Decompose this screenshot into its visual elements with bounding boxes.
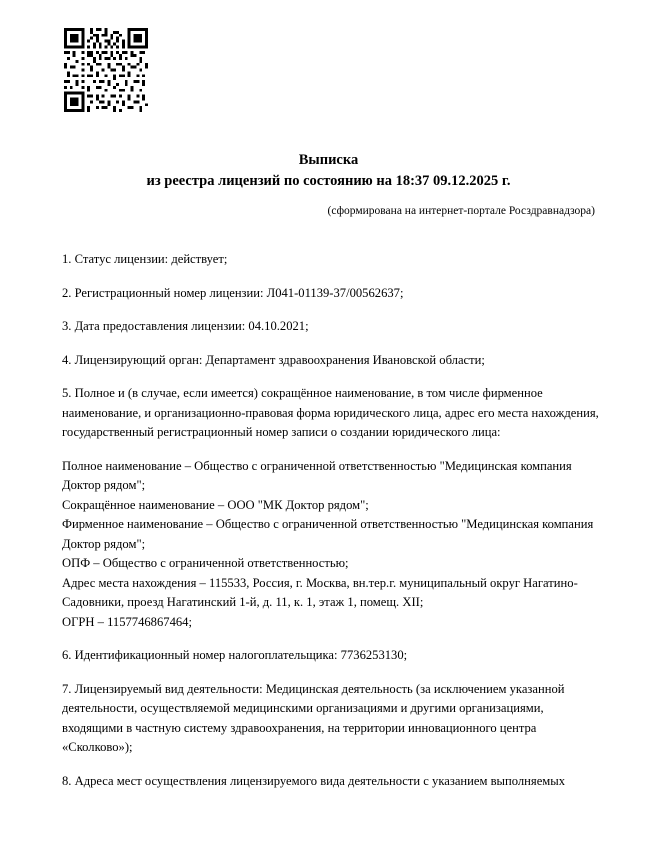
entity-ogrn: ОГРН – 1157746867464; xyxy=(62,614,192,629)
clause-8: 8. Адреса мест осуществления лицензируемого вида деятельности с указанием выполняемых xyxy=(62,773,566,788)
title-line-2: из реестра лицензий по состоянию на 18:37 09.12.2025 г. xyxy=(146,173,511,189)
clause-5: 5. Полное и (в случае, если имеется) сокращённое наименование, в том числе фирменное наименование, и организационно-правовая форма юридического лица, адрес его места нахождения, государственный регистрационный номер записи о создании юридического лица: xyxy=(62,386,599,439)
entity-legal-form: ОПФ – Общество с ограниченной ответственностью; xyxy=(62,556,349,570)
clause-2: 2. Регистрационный номер лицензии: Л041-01139-37/00562637; xyxy=(62,285,404,300)
qr-code-icon xyxy=(64,28,148,112)
clause-1: 1. Статус лицензии: действует; xyxy=(62,252,228,266)
document-subtitle: (сформирована на интернет-портале Росздравнадзора) xyxy=(327,205,595,217)
title-line-1: Выписка xyxy=(298,152,359,168)
clause-6: 6. Идентификационный номер налогоплательщика: 7736253130; xyxy=(62,648,408,662)
document-title xyxy=(0,150,657,192)
entity-details xyxy=(62,457,602,633)
entity-full-name: Полное наименование – Общество с ограниченной ответственностью "Медицинская компания Доктор рядом"; xyxy=(62,458,572,492)
clause-7: 7. Лицензируемый вид деятельности: Медицинская деятельность (за исключением указанной деятельности, осуществляемой медицинскими организациями и другими организациями, входящими в частную систему здравоохранения, на территории инновационного центра «Сколково»); xyxy=(62,681,565,754)
entity-brand-name: Фирменное наименование – Общество с ограниченной ответственностью "Медицинская компания Доктор рядом"; xyxy=(62,517,594,551)
clause-4: 4. Лицензирующий орган: Департамент здравоохранения Ивановской области; xyxy=(62,352,485,367)
document-body xyxy=(62,250,602,791)
clause-3: 3. Дата предоставления лицензии: 04.10.2021; xyxy=(62,319,309,333)
entity-short-name: Сокращённое наименование – ООО "МК Доктор рядом"; xyxy=(62,497,369,512)
entity-address: Адрес места нахождения – 115533, Россия, г. Москва, вн.тер.г. муниципальный округ Нагатино-Садовники, проезд Нагатинский 1-й, д. 11, к. 1, этаж 1, помещ. XII; xyxy=(62,575,578,609)
